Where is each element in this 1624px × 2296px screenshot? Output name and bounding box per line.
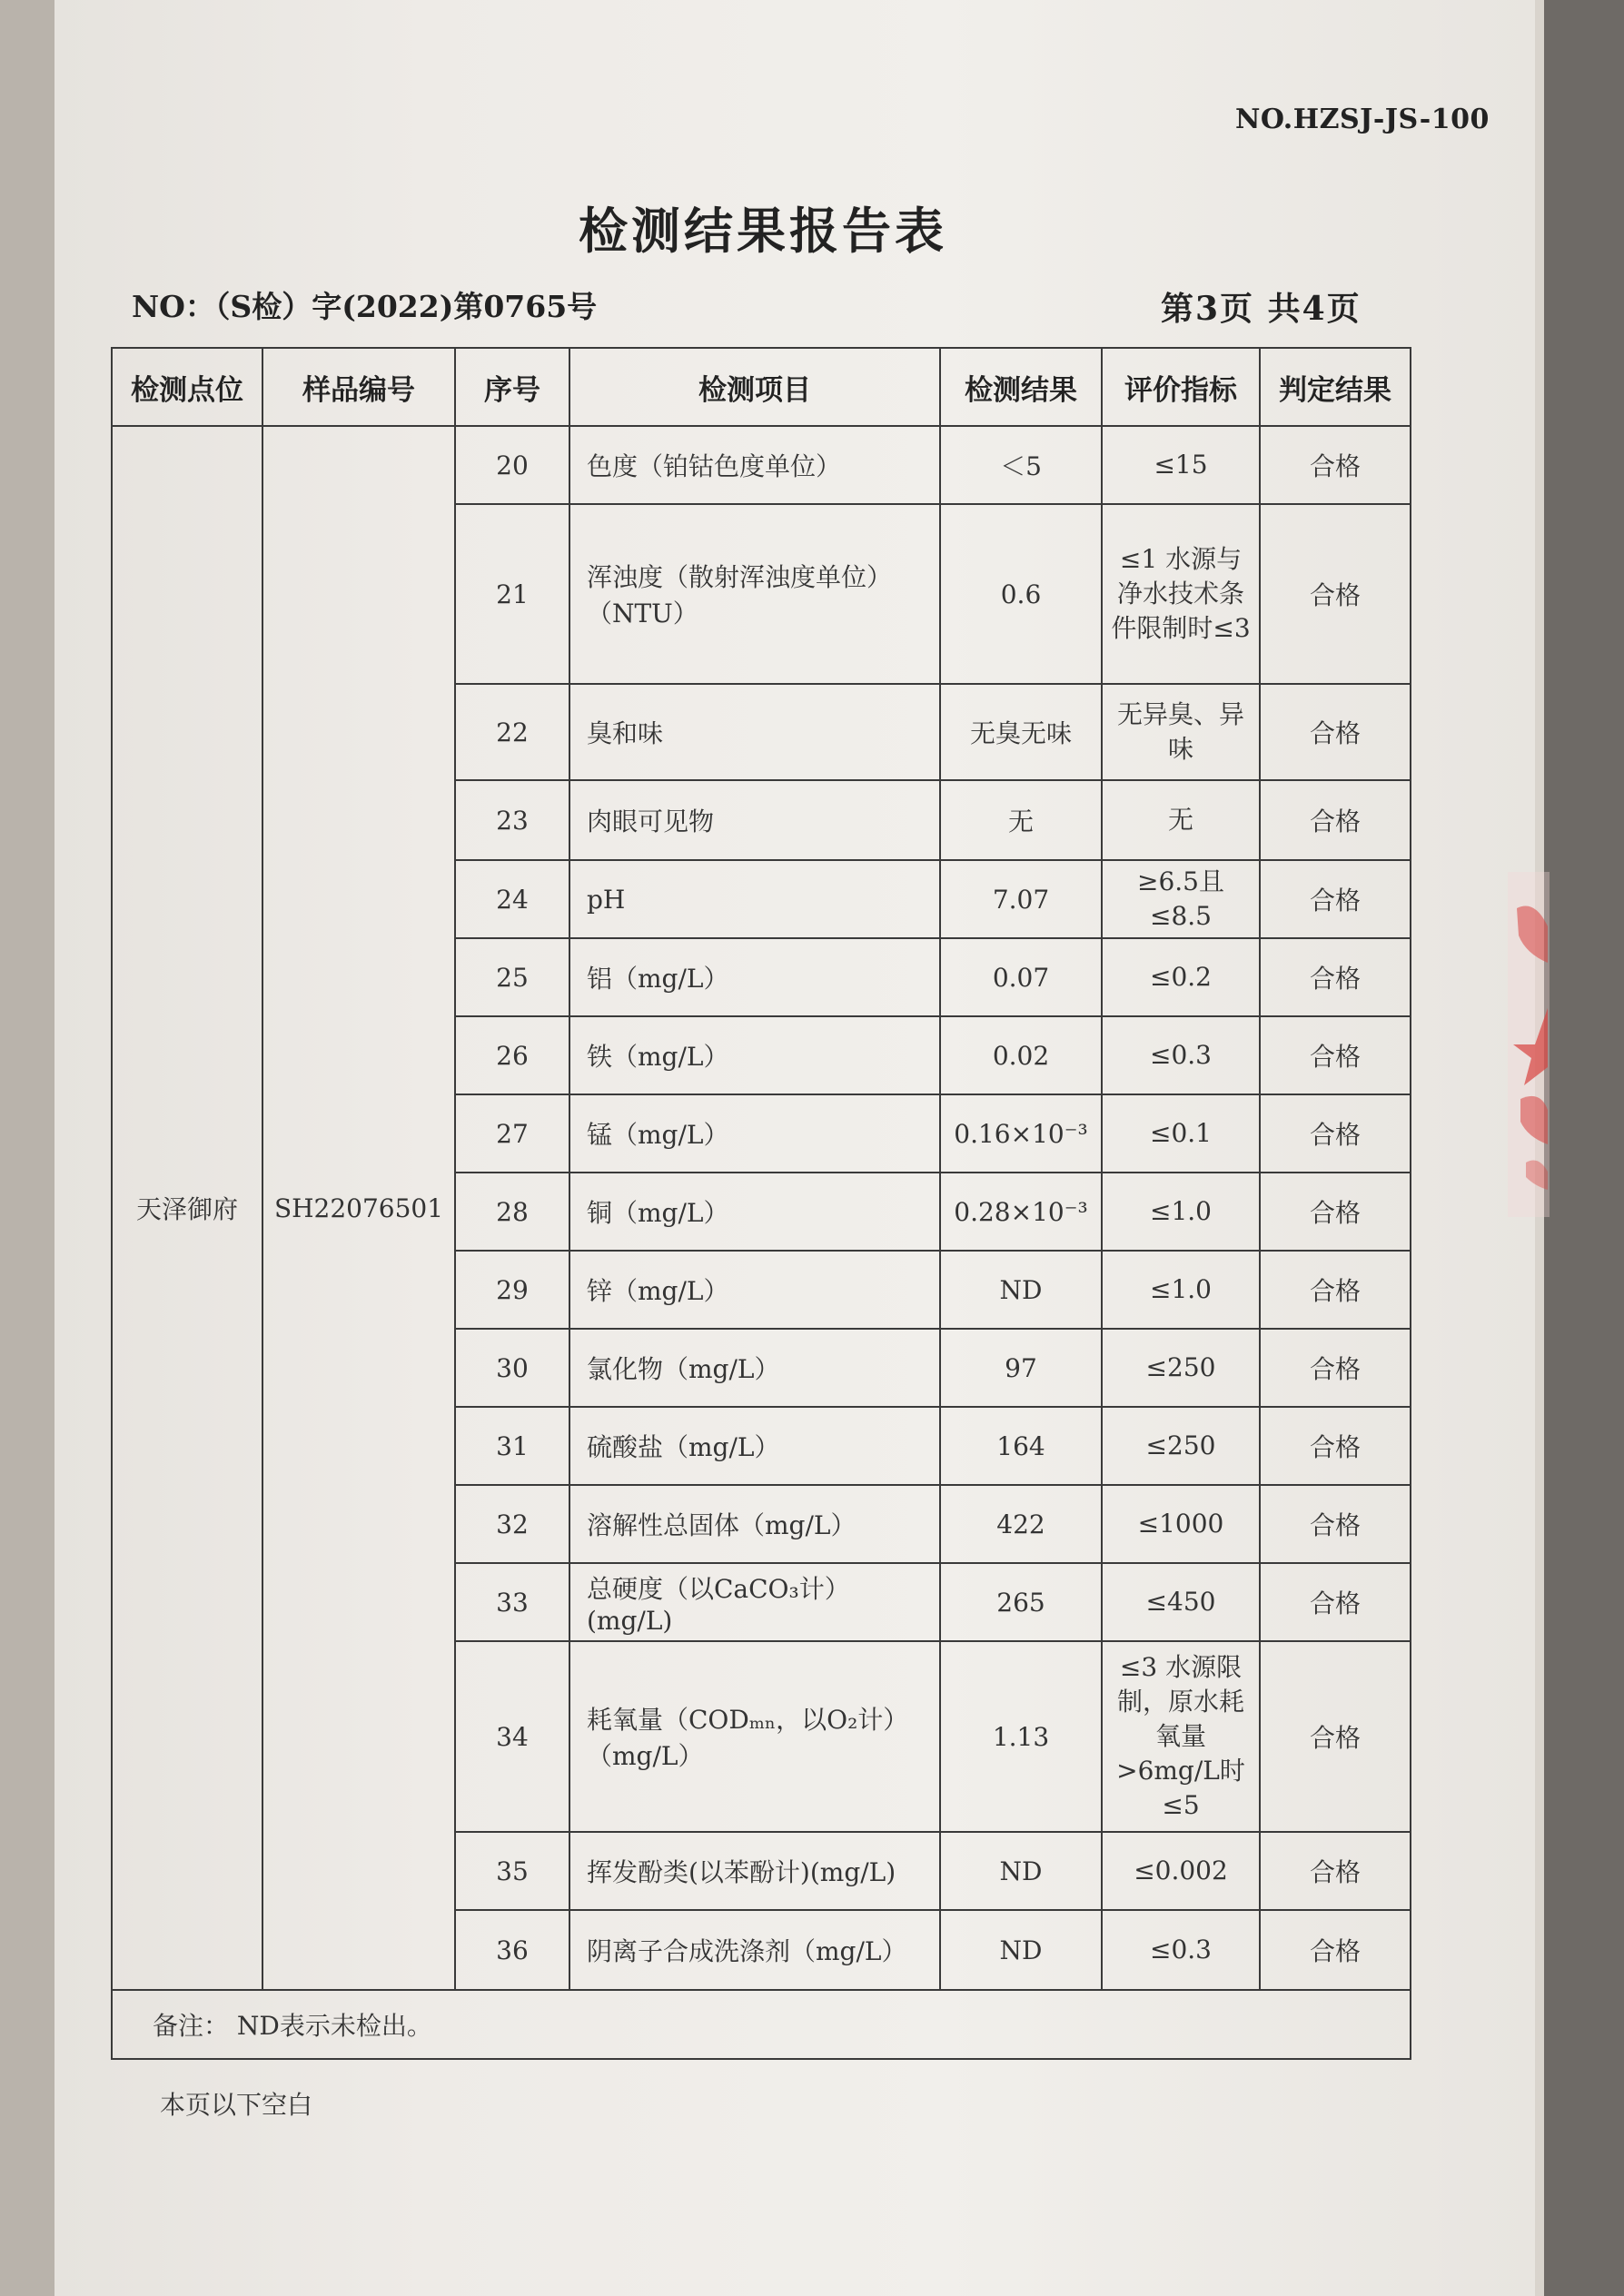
header-result: 检测结果 — [940, 348, 1102, 426]
item-cell: pH — [569, 860, 940, 938]
verdict-cell: 合格 — [1260, 780, 1411, 860]
item-cell: 臭和味 — [569, 684, 940, 780]
seq-cell: 22 — [455, 684, 569, 780]
note-row — [112, 1990, 1411, 2059]
table-header-row — [112, 348, 1411, 426]
verdict-cell: 合格 — [1260, 1485, 1411, 1563]
document-number: NO.HZSJ-JS-100 — [1235, 104, 1490, 135]
item-cell: 锌（mg/L） — [569, 1251, 940, 1329]
result-cell: 265 — [940, 1563, 1102, 1641]
seq-cell: 21 — [455, 504, 569, 684]
red-seal-stamp — [1508, 872, 1550, 1217]
item-cell: 挥发酚类(以苯酚计)(mg/L) — [569, 1832, 940, 1910]
item-cell: 色度（铂钴色度单位） — [569, 426, 940, 504]
result-cell: 0.02 — [940, 1016, 1102, 1094]
seq-cell: 24 — [455, 860, 569, 938]
sample-no-cell: SH22076501 — [262, 426, 455, 1990]
verdict-cell: 合格 — [1260, 1173, 1411, 1251]
verdict-cell: 合格 — [1260, 1094, 1411, 1173]
background-left-edge — [0, 0, 54, 2296]
item-cell: 耗氧量（CODₘₙ，以O₂计）（mg/L） — [569, 1641, 940, 1832]
verdict-cell: 合格 — [1260, 938, 1411, 1016]
result-cell: ND — [940, 1251, 1102, 1329]
item-cell: 溶解性总固体（mg/L） — [569, 1485, 940, 1563]
seq-cell: 29 — [455, 1251, 569, 1329]
header-location: 检测点位 — [112, 348, 262, 426]
seq-cell: 33 — [455, 1563, 569, 1641]
header-verdict: 判定结果 — [1260, 348, 1411, 426]
item-cell: 肉眼可见物 — [569, 780, 940, 860]
result-cell: 1.13 — [940, 1641, 1102, 1832]
standard-cell: ≤0.002 — [1102, 1832, 1260, 1910]
seq-cell: 28 — [455, 1173, 569, 1251]
standard-cell: ≤250 — [1102, 1407, 1260, 1485]
result-cell: 97 — [940, 1329, 1102, 1407]
item-cell: 铁（mg/L） — [569, 1016, 940, 1094]
verdict-cell: 合格 — [1260, 504, 1411, 684]
standard-cell: ≤15 — [1102, 426, 1260, 504]
seq-cell: 34 — [455, 1641, 569, 1832]
verdict-cell: 合格 — [1260, 1641, 1411, 1832]
blank-page-note: 本页以下空白 — [160, 2090, 313, 2120]
reference-number: NO：（S检）字(2022)第0765号 — [132, 289, 598, 324]
verdict-cell: 合格 — [1260, 1563, 1411, 1641]
header-item: 检测项目 — [569, 348, 940, 426]
result-cell: 无 — [940, 780, 1102, 860]
item-cell: 锰（mg/L） — [569, 1094, 940, 1173]
verdict-cell: 合格 — [1260, 1329, 1411, 1407]
verdict-cell: 合格 — [1260, 1251, 1411, 1329]
item-cell: 氯化物（mg/L） — [569, 1329, 940, 1407]
standard-cell: ≤250 — [1102, 1329, 1260, 1407]
result-cell: 422 — [940, 1485, 1102, 1563]
verdict-cell: 合格 — [1260, 1832, 1411, 1910]
header-sample-no: 样品编号 — [262, 348, 455, 426]
result-cell: ND — [940, 1910, 1102, 1990]
standard-cell: ≤0.2 — [1102, 938, 1260, 1016]
result-cell: 7.07 — [940, 860, 1102, 938]
item-cell: 总硬度（以CaCO₃计）(mg/L) — [569, 1563, 940, 1641]
seq-cell: 35 — [455, 1832, 569, 1910]
page-info: 第3页 共4页 — [1161, 290, 1362, 328]
verdict-cell: 合格 — [1260, 1910, 1411, 1990]
seq-cell: 31 — [455, 1407, 569, 1485]
standard-cell: ≤1000 — [1102, 1485, 1260, 1563]
seq-cell: 20 — [455, 426, 569, 504]
seq-cell: 26 — [455, 1016, 569, 1094]
verdict-cell: 合格 — [1260, 860, 1411, 938]
result-cell: 164 — [940, 1407, 1102, 1485]
item-cell: 浑浊度（散射浑浊度单位）（NTU） — [569, 504, 940, 684]
result-cell: ND — [940, 1832, 1102, 1910]
location-cell: 天泽御府 — [112, 426, 262, 1990]
seq-cell: 36 — [455, 1910, 569, 1990]
result-cell: 无臭无味 — [940, 684, 1102, 780]
standard-cell: ≤0.3 — [1102, 1016, 1260, 1094]
result-cell: 0.28×10⁻³ — [940, 1173, 1102, 1251]
result-cell: ＜5 — [940, 426, 1102, 504]
item-cell: 铝（mg/L） — [569, 938, 940, 1016]
standard-cell: 无 — [1102, 780, 1260, 860]
page-title: 检测结果报告表 — [579, 202, 947, 260]
seq-cell: 23 — [455, 780, 569, 860]
standard-cell: ≥6.5且≤8.5 — [1102, 860, 1260, 938]
standard-cell: ≤3 水源限制，原水耗氧量>6mg/L时≤5 — [1102, 1641, 1260, 1832]
standard-cell: 无异臭、异味 — [1102, 684, 1260, 780]
item-cell: 铜（mg/L） — [569, 1173, 940, 1251]
background-right-edge — [1544, 0, 1624, 2296]
seq-cell: 27 — [455, 1094, 569, 1173]
header-seq: 序号 — [455, 348, 569, 426]
standard-cell: ≤0.3 — [1102, 1910, 1260, 1990]
results-table — [111, 347, 1411, 2060]
standard-cell: ≤450 — [1102, 1563, 1260, 1641]
verdict-cell: 合格 — [1260, 684, 1411, 780]
note-cell: 备注： ND表示未检出。 — [112, 1990, 1411, 2059]
verdict-cell: 合格 — [1260, 1407, 1411, 1485]
seq-cell: 32 — [455, 1485, 569, 1563]
result-cell: 0.07 — [940, 938, 1102, 1016]
item-cell: 硫酸盐（mg/L） — [569, 1407, 940, 1485]
seq-cell: 30 — [455, 1329, 569, 1407]
standard-cell: ≤0.1 — [1102, 1094, 1260, 1173]
table-row — [112, 426, 1411, 504]
result-cell: 0.16×10⁻³ — [940, 1094, 1102, 1173]
standard-cell: ≤1 水源与净水技术条件限制时≤3 — [1102, 504, 1260, 684]
standard-cell: ≤1.0 — [1102, 1251, 1260, 1329]
standard-cell: ≤1.0 — [1102, 1173, 1260, 1251]
verdict-cell: 合格 — [1260, 426, 1411, 504]
header-standard: 评价指标 — [1102, 348, 1260, 426]
result-cell: 0.6 — [940, 504, 1102, 684]
verdict-cell: 合格 — [1260, 1016, 1411, 1094]
seq-cell: 25 — [455, 938, 569, 1016]
item-cell: 阴离子合成洗涤剂（mg/L） — [569, 1910, 940, 1990]
